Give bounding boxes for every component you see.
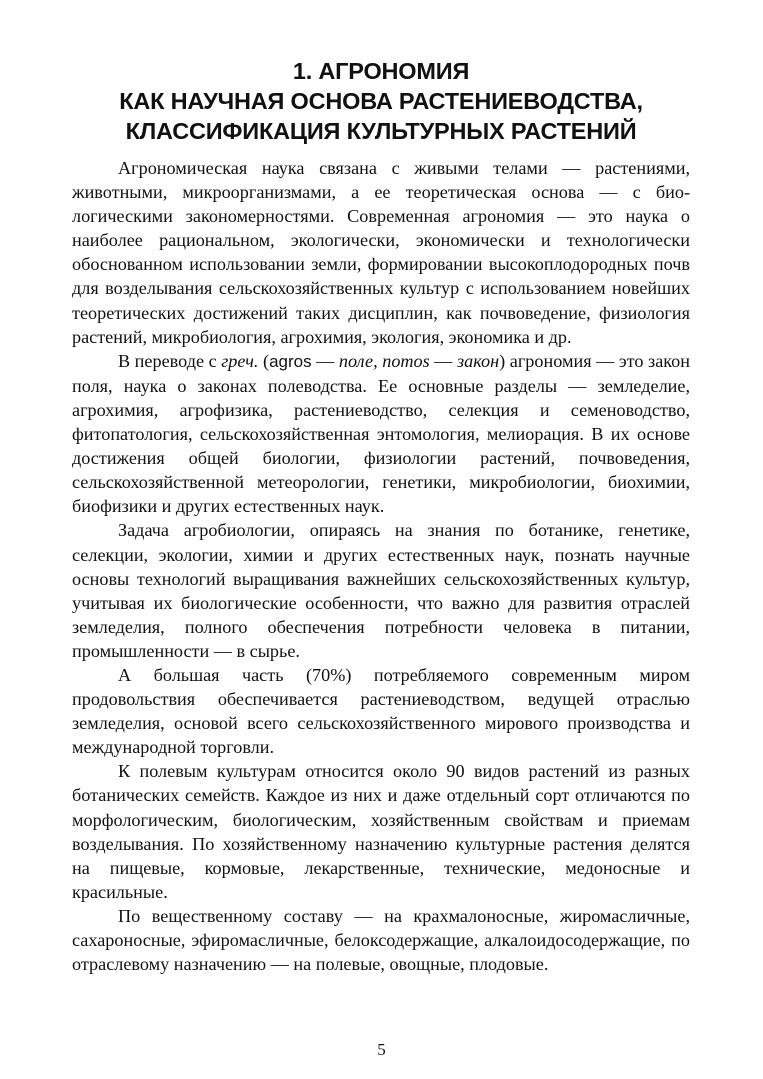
dash-2: — xyxy=(429,350,458,371)
paragraph-3: Задача агробиологии, опираясь на знания по ботанике, генетике, селекции, экологии, химии и других естественных наук, познать научные основы технологий выращивания важнейших сельскохозяйственных культур, учитывая их биологические особенности, что важно для развития отраслей земледелия, полного обеспечения потребности человека в питании, промышленности — в сырье. xyxy=(72,520,690,661)
chapter-title-line-2: КАК НАУЧНАЯ ОСНОВА РАСТЕНИЕВОДСТВА, xyxy=(119,88,643,114)
body-text xyxy=(72,156,690,976)
paragraph-4: А большая часть (70%) потребляемого современным миром продовольствия обеспечивается растениеводством, ведущей отраслью земледелия, основой всего сельскохозяйственного мирового производства и международной торговли. xyxy=(72,664,690,758)
chapter-title-line-3: КЛАССИФИКАЦИЯ КУЛЬТУРНЫХ РАСТЕНИЙ xyxy=(125,118,637,144)
gloss-zakon: закон xyxy=(457,350,500,371)
paragraph-2-body: ) агрономия — это закон поля, наука о законах полеводства. Ее основные разделы — земледелие, агрохимия, агрофизика, растениеводство, селекция и семеноводство, фитопатология, сельскохозяйственная энтомология, мелиорация. В их основе достижения общей биологии, физиологии растений, почвоведения, сельскохозяйственной метеорологии, генетики, микробиологии, биохимии, биофизики и других естественных наук. xyxy=(72,350,691,517)
chapter-title-line-1: 1. АГРОНОМИЯ xyxy=(292,58,470,84)
page-number: 5 xyxy=(377,1040,386,1059)
paragraph-1: Агрономическая наука связана с живыми телами — растениями, животными, микроорганизмами, а ее теоретическая основа — с биологическими закономерностями. Современная агрономия — это наука о наиболее рациональном, экологически, экономически и технологически обоснованном использовании земли, формировании высокоплодородных почв для возделывания сельскохозяйственных культур с использованием новейших теоретических достижений таких дисциплин, как почвоведение, физиология растений, микробиология, агрохимия, экология, экономика и др. xyxy=(72,158,690,347)
paragraph-2-intro: В переводе с xyxy=(118,350,222,371)
page-content xyxy=(72,56,690,976)
dash-1: — xyxy=(311,350,339,371)
paragraph-5: К полевым культурам относится около 90 видов растений из разных ботанических семейств. Каждое из них и даже отдельный сорт отличаются по морфологическим, биологическим, хозяйственным свойствам и приемам возделывания. По хозяйственному назначению культурные растения делятся на пищевые, кормовые, лекарственные, технические, медоносные и красильные. xyxy=(72,761,690,902)
paren-open: ( xyxy=(258,350,270,371)
term-nomos: nomos xyxy=(382,350,430,371)
paragraph-6: По вещественному составу — на крахмалоносные, жиромасличные, сахароносные, эфиромасличные, белоксодержащие, алкалоидосодержащие, по отраслевому назначению — на полевые, овощные, плодовые. xyxy=(72,905,690,975)
chapter-title xyxy=(72,56,690,146)
greek-label: греч. xyxy=(221,350,259,371)
term-agros: agros xyxy=(269,351,312,371)
paragraph-2 xyxy=(72,349,690,519)
gloss-pole: поле, xyxy=(338,350,378,371)
